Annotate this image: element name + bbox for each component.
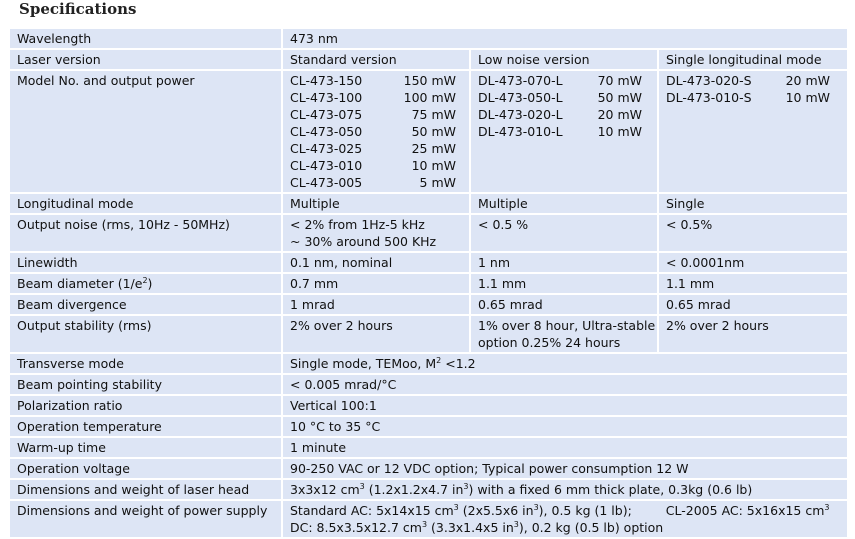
row-label: Dimensions and weight of laser head: [10, 480, 283, 499]
row-label: Longitudinal mode: [10, 194, 283, 213]
row-value: [283, 501, 847, 537]
table-row-operation-temperature: [10, 417, 847, 436]
list-item: CL-473-100 100 mW: [290, 90, 456, 105]
row-label: Operation voltage: [10, 459, 283, 478]
cell-line: Standard AC: 5x14x15 $cm^3$ (2x5.5x6 $in^3$), 0.5 kg (1 lb); CL-2005 AC: 5x16x15 $cm^3$: [290, 502, 830, 518]
page-title: Specifications: [19, 0, 137, 18]
table-row-laser-version: [10, 50, 847, 69]
cell-line: 1% over 8 hour, Ultra-stable: [478, 318, 656, 333]
table-row-output-noise: [10, 215, 847, 251]
standard-model-list: [283, 71, 471, 192]
col-standard: 1 mrad: [283, 295, 471, 314]
col-standard: 0.1 nm, nominal: [283, 253, 471, 272]
row-label: Model No. and output power: [10, 71, 283, 192]
list-item: DL-473-070-L 70 mW: [478, 73, 642, 88]
col-slm: Single longitudinal mode: [659, 50, 847, 69]
row-label: Beam diameter $(1/e^2)$: [10, 274, 283, 293]
col-low-noise: 1.1 mm: [471, 274, 659, 293]
table-row-warm-up: [10, 438, 847, 457]
table-row-operation-voltage: [10, 459, 847, 478]
col-low-noise: < 0.5 %: [471, 215, 659, 251]
list-item: DL-473-020-S 20 mW: [666, 73, 830, 88]
col-standard: Multiple: [283, 194, 471, 213]
low-noise-model-list: [471, 71, 659, 192]
cell-line: DC: 8.5x3.5x12.7 $cm^3$ (3.3x1.4x5 $in^3$), 0.2 kg (0.5 lb) option: [290, 519, 664, 535]
table-row-dimensions-power-supply: [10, 501, 847, 537]
list-item: CL-473-025 25 mW: [290, 141, 456, 156]
row-label: Laser version: [10, 50, 283, 69]
row-label: Linewidth: [10, 253, 283, 272]
col-slm: < 0.0001nm: [659, 253, 847, 272]
row-value: 473 nm: [283, 29, 847, 48]
col-standard: [283, 215, 471, 251]
list-item: DL-473-010-S 10 mW: [666, 90, 830, 105]
table-row-beam-pointing: [10, 375, 847, 394]
row-label: Operation temperature: [10, 417, 283, 436]
row-value: Vertical 100:1: [283, 396, 847, 415]
row-value: Single mode, TEMoo, $M^2 <1.2$: [283, 354, 847, 373]
table-row-beam-divergence: [10, 295, 847, 314]
col-slm: < 0.5%: [659, 215, 847, 251]
row-label: Warm-up time: [10, 438, 283, 457]
table-row-longitudinal-mode: [10, 194, 847, 213]
table-row-wavelength: [10, 29, 847, 48]
row-value: < 0.005 mrad/°C: [283, 375, 847, 394]
row-label: Polarization ratio: [10, 396, 283, 415]
row-label: Output noise (rms, 10Hz - 50MHz): [10, 215, 283, 251]
cell-line: ~ 30% around 500 KHz: [290, 234, 437, 249]
col-slm: 0.65 mrad: [659, 295, 847, 314]
list-item: DL-473-020-L 20 mW: [478, 107, 642, 122]
col-standard: 2% over 2 hours: [283, 316, 471, 352]
row-label: Beam pointing stability: [10, 375, 283, 394]
list-item: CL-473-075 75 mW: [290, 107, 456, 122]
list-item: DL-473-010-L 10 mW: [478, 124, 642, 139]
row-value: 10 °C to 35 °C: [283, 417, 847, 436]
col-slm: 2% over 2 hours: [659, 316, 847, 352]
table-row-polarization: [10, 396, 847, 415]
row-label: Beam divergence: [10, 295, 283, 314]
col-slm: Single: [659, 194, 847, 213]
table-row-linewidth: [10, 253, 847, 272]
list-item: CL-473-010 10 mW: [290, 158, 456, 173]
table-row-transverse-mode: [10, 354, 847, 373]
list-item: CL-473-050 50 mW: [290, 124, 456, 139]
specifications-table: [10, 27, 847, 539]
col-standard: 0.7 mm: [283, 274, 471, 293]
cell-line: option 0.25% 24 hours: [478, 335, 621, 350]
col-low-noise: [471, 316, 659, 352]
table-row-dimensions-laser-head: [10, 480, 847, 499]
table-row-model: [10, 71, 847, 192]
col-low-noise: Low noise version: [471, 50, 659, 69]
col-low-noise: 0.65 mrad: [471, 295, 659, 314]
col-slm: 1.1 mm: [659, 274, 847, 293]
cell-line: < 2% from 1Hz-5 kHz: [290, 217, 425, 232]
row-label: Transverse mode: [10, 354, 283, 373]
col-low-noise: 1 nm: [471, 253, 659, 272]
col-standard: Standard version: [283, 50, 471, 69]
col-low-noise: Multiple: [471, 194, 659, 213]
row-value: 90-250 VAC or 12 VDC option; Typical power consumption 12 W: [283, 459, 847, 478]
row-label: Output stability (rms): [10, 316, 283, 352]
table-row-output-stability: [10, 316, 847, 352]
slm-model-list: [659, 71, 847, 192]
list-item: CL-473-150 150 mW: [290, 73, 456, 88]
list-item: CL-473-005 5 mW: [290, 175, 456, 190]
row-value: 3x3x12 $cm^3$ (1.2x1.2x4.7 $in^3$) with a fixed 6 mm thick plate, 0.3kg (0.6 lb): [283, 480, 847, 499]
row-value: 1 minute: [283, 438, 847, 457]
row-label: Dimensions and weight of power supply: [10, 501, 283, 537]
row-label: Wavelength: [10, 29, 283, 48]
list-item: DL-473-050-L 50 mW: [478, 90, 642, 105]
table-row-beam-diameter: [10, 274, 847, 293]
